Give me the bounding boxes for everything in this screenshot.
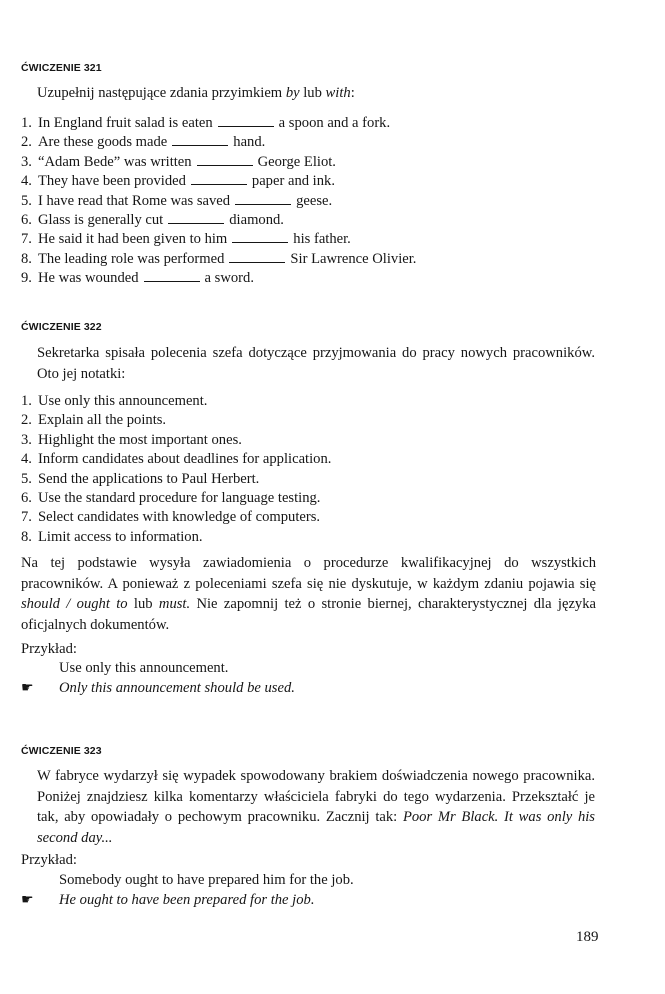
- exercise-322-header: ĆWICZENIE 322: [21, 321, 102, 333]
- example-sentence: Somebody ought to have prepared him for the job.: [59, 872, 354, 888]
- instruction-colon: :: [350, 85, 355, 101]
- answer-blank[interactable]: [191, 173, 247, 185]
- answer-blank[interactable]: [197, 154, 253, 166]
- list-item: 2. Are these goods made hand.: [21, 134, 266, 151]
- answer-blank[interactable]: [229, 251, 285, 263]
- list-item: 7. Select candidates with knowledge of computers.: [21, 509, 321, 526]
- list-item: 8. Limit access to information.: [21, 528, 203, 545]
- list-item: 3. Highlight the most important ones.: [21, 431, 242, 448]
- answer-blank[interactable]: [144, 270, 200, 282]
- exercise-322-body: Na tej podstawie wysyła zawiadomienia o procedurze kwalifikacyjnej do wszystkich pracowników. A ponieważ z poleceniami szefa się nie dyskutuje, w każdym zdaniu pojawia się should / ought to lub must. Nie zapomnij też o stronie biernej, charakterystycznej dla języka oficjalnych dokumentów.: [21, 555, 596, 633]
- list-item: 9. He was wounded a sword.: [21, 270, 254, 287]
- list-item: 5. Send the applications to Paul Herbert.: [21, 470, 260, 487]
- list-item: 4. Inform candidates about deadlines for application.: [21, 451, 332, 468]
- pointing-hand-icon: ☛: [21, 892, 34, 908]
- instruction-mid: lub: [299, 85, 326, 101]
- pointing-hand-icon: ☛: [21, 680, 34, 696]
- exercise-321-instruction: [37, 84, 355, 104]
- list-item: 1. In England fruit salad is eaten a spoon and a fork.: [21, 115, 391, 131]
- list-item: 4. They have been provided paper and ink.: [21, 173, 335, 190]
- exercise-321-header: ĆWICZENIE 321: [21, 62, 102, 74]
- list-item: 6. Use the standard procedure for language testing.: [21, 489, 321, 506]
- exercise-323-intro: W fabryce wydarzył się wypadek spowodowany brakiem doświadczenia nowego pracownika. Poniżej znajdziesz kilka komentarzy właściciela fabryki do tego wydarzenia. Przekształć je tak, aby opowiadały o pechowym pracowniku. Zacznij tak: Poor Mr Black. It was only his second day...: [37, 768, 595, 846]
- answer-blank[interactable]: [218, 115, 274, 127]
- list-item: 1. Use only this announcement.: [21, 393, 208, 409]
- answer-blank[interactable]: [172, 134, 228, 146]
- list-item: 3. “Adam Bede” was written George Eliot.: [21, 153, 336, 170]
- example-answer: Only this announcement should be used.: [59, 680, 295, 696]
- example-label: Przykład:: [21, 641, 77, 657]
- example-label: Przykład:: [21, 852, 77, 868]
- exercise-322-list: [21, 392, 331, 547]
- instruction-with: with: [325, 85, 351, 101]
- list-item: 6. Glass is generally cut diamond.: [21, 211, 284, 228]
- instruction-by: by: [285, 85, 300, 101]
- list-item: 2. Explain all the points.: [21, 412, 167, 429]
- answer-blank[interactable]: [168, 212, 224, 224]
- exercise-322-intro: Sekretarka spisała polecenia szefa dotyczące przyjmowania do pracy nowych pracowników. Oto jej notatki:: [37, 345, 595, 382]
- exercise-323-header: ĆWICZENIE 323: [21, 745, 102, 757]
- page-number: 189: [576, 929, 599, 945]
- list-item: 5. I have read that Rome was saved geese.: [21, 192, 333, 209]
- list-item: 7. He said it had been given to him his father.: [21, 231, 351, 248]
- answer-blank[interactable]: [235, 193, 291, 205]
- instruction-text: Uzupełnij następujące zdania przyimkiem: [37, 85, 286, 101]
- exercise-321-list: [21, 114, 416, 289]
- answer-blank[interactable]: [232, 231, 288, 243]
- list-item: 8. The leading role was performed Sir Lawrence Olivier.: [21, 250, 417, 267]
- example-sentence: Use only this announcement.: [59, 660, 229, 676]
- example-answer: He ought to have been prepared for the job.: [59, 892, 315, 908]
